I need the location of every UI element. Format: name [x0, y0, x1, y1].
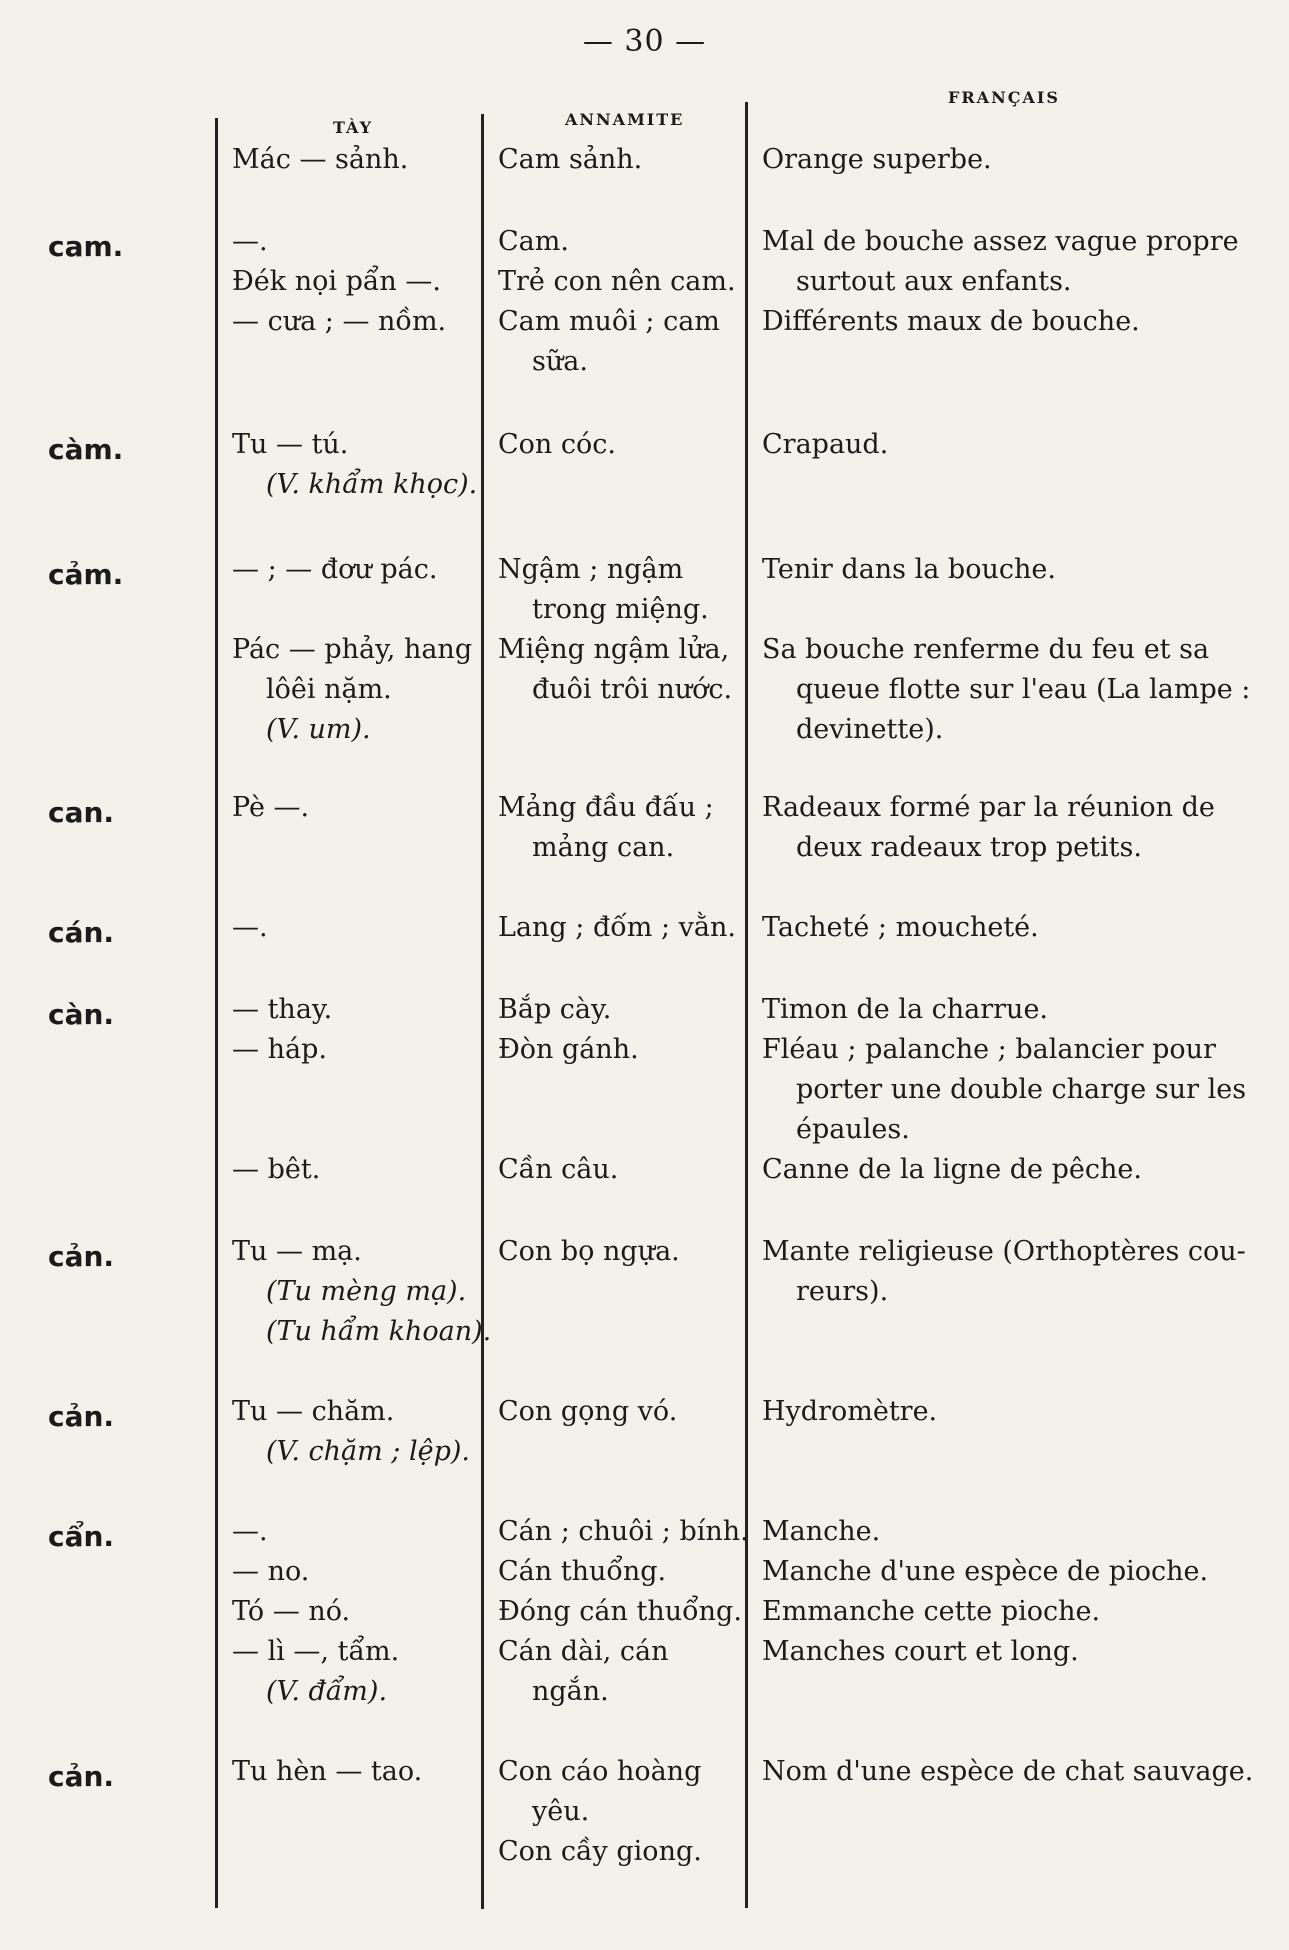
tay-text: —. [232, 912, 268, 943]
tay-text: Tu hèn — tao. [232, 1756, 423, 1787]
francais-text: queue flotte sur l'eau (La lampe : [796, 674, 1251, 705]
entry-headword: can. [48, 796, 115, 829]
annamite-text: Ngậm ; ngậm [498, 554, 684, 585]
entry-headword: cản. [48, 1400, 115, 1433]
column-header-annamite: ANNAMITE [565, 110, 685, 129]
annamite-text: Con bọ ngựa. [498, 1236, 680, 1267]
entry-headword: cản. [48, 1240, 115, 1273]
tay-text: Đék nọi pẩn —. [232, 266, 441, 297]
entry-headword: cảm. [48, 558, 124, 591]
francais-text: Manche. [762, 1516, 881, 1547]
tay-text: — no. [232, 1556, 310, 1587]
tay-text: Pè —. [232, 792, 310, 823]
annamite-text: Con cáo hoàng [498, 1756, 702, 1787]
francais-text: Timon de la charrue. [762, 994, 1049, 1025]
francais-text: Mante religieuse (Orthoptères cou- [762, 1236, 1246, 1267]
tay-text: Pác — phảy, hang [232, 634, 473, 665]
annamite-text: Trẻ con nên cam. [498, 266, 736, 297]
tay-text: (V. đẩm). [266, 1676, 388, 1707]
francais-text: épaules. [796, 1114, 910, 1145]
francais-text: Radeaux formé par la réunion de [762, 792, 1215, 823]
tay-text: (Tu hẩm khoan). [266, 1316, 492, 1347]
tay-text: Mác — sảnh. [232, 144, 409, 175]
francais-text: Tacheté ; moucheté. [762, 912, 1039, 943]
annamite-text: Cán dài, cán [498, 1636, 669, 1667]
francais-text: surtout aux enfants. [796, 266, 1072, 297]
annamite-text: ngắn. [532, 1676, 609, 1707]
entry-headword: cẩn. [48, 1520, 115, 1553]
annamite-text: Cam. [498, 226, 569, 257]
francais-text: Orange superbe. [762, 144, 992, 175]
tay-text: Tu — chăm. [232, 1396, 395, 1427]
column-header-tay: TÀY [333, 118, 374, 137]
column-header-francais: FRANÇAIS [948, 88, 1060, 107]
francais-text: deux radeaux trop petits. [796, 832, 1142, 863]
tay-text: —. [232, 1516, 268, 1547]
francais-text: devinette). [796, 714, 944, 745]
annamite-text: Cam sảnh. [498, 144, 643, 175]
annamite-text: Cán ; chuôi ; bính. [498, 1516, 749, 1547]
entry-headword: cam. [48, 230, 124, 263]
annamite-text: mảng can. [532, 832, 675, 863]
column-divider-2 [481, 114, 484, 1909]
annamite-text: Cam muôi ; cam [498, 306, 720, 337]
tay-text: —. [232, 226, 268, 257]
tay-text: — bêt. [232, 1154, 321, 1185]
entry-headword: càn. [48, 998, 115, 1031]
tay-text: lôêi nặm. [266, 674, 392, 705]
francais-text: Manche d'une espèce de pioche. [762, 1556, 1209, 1587]
francais-text: Hydromètre. [762, 1396, 938, 1427]
tay-text: (Tu mèng mạ). [266, 1276, 467, 1307]
francais-text: Sa bouche renferme du feu et sa [762, 634, 1210, 665]
francais-text: Emmanche cette pioche. [762, 1596, 1101, 1627]
annamite-text: Bắp cày. [498, 994, 612, 1025]
annamite-text: Con cầy giong. [498, 1836, 702, 1867]
tay-text: Tu — mạ. [232, 1236, 362, 1267]
tay-text: Tu — tú. [232, 429, 349, 460]
tay-text: (V. chặm ; lệp). [266, 1436, 470, 1467]
francais-text: Manches court et long. [762, 1636, 1079, 1667]
tay-text: (V. um). [266, 714, 371, 745]
column-divider-1 [215, 118, 218, 1908]
annamite-text: Đòn gánh. [498, 1034, 639, 1065]
francais-text: Différents maux de bouche. [762, 306, 1140, 337]
tay-text: — háp. [232, 1034, 327, 1065]
francais-text: Mal de bouche assez vague propre [762, 226, 1239, 257]
tay-text: — lì —, tẩm. [232, 1636, 400, 1667]
annamite-text: đuôi trôi nước. [532, 674, 733, 705]
annamite-text: sữa. [532, 346, 588, 377]
francais-text: Crapaud. [762, 429, 889, 460]
annamite-text: Mảng đầu đấu ; [498, 792, 714, 823]
annamite-text: Cán thuổng. [498, 1556, 667, 1587]
annamite-text: Đóng cán thuổng. [498, 1596, 742, 1627]
annamite-text: trong miệng. [532, 594, 709, 625]
francais-text: reurs). [796, 1276, 889, 1307]
annamite-text: Con gọng vó. [498, 1396, 678, 1427]
francais-text: Canne de la ligne de pêche. [762, 1154, 1142, 1185]
entry-headword: cán. [48, 916, 115, 949]
francais-text: Nom d'une espèce de chat sauvage. [762, 1756, 1254, 1787]
entry-headword: càm. [48, 433, 124, 466]
tay-text: Tó — nó. [232, 1596, 351, 1627]
tay-text: — cưa ; — nồm. [232, 306, 447, 337]
francais-text: Fléau ; palanche ; balancier pour [762, 1034, 1216, 1065]
annamite-text: yêu. [532, 1796, 590, 1827]
page-number: — 30 — [582, 24, 707, 59]
entry-headword: cản. [48, 1760, 115, 1793]
francais-text: porter une double charge sur les [796, 1074, 1247, 1105]
tay-text: — thay. [232, 994, 333, 1025]
tay-text: — ; — đơư pác. [232, 554, 438, 585]
francais-text: Tenir dans la bouche. [762, 554, 1056, 585]
annamite-text: Cần câu. [498, 1154, 619, 1185]
column-divider-3 [745, 102, 748, 1908]
tay-text: (V. khẩm khọc). [266, 469, 478, 500]
annamite-text: Miệng ngậm lửa, [498, 634, 730, 665]
annamite-text: Lang ; đốm ; vằn. [498, 912, 736, 943]
annamite-text: Con cóc. [498, 429, 616, 460]
